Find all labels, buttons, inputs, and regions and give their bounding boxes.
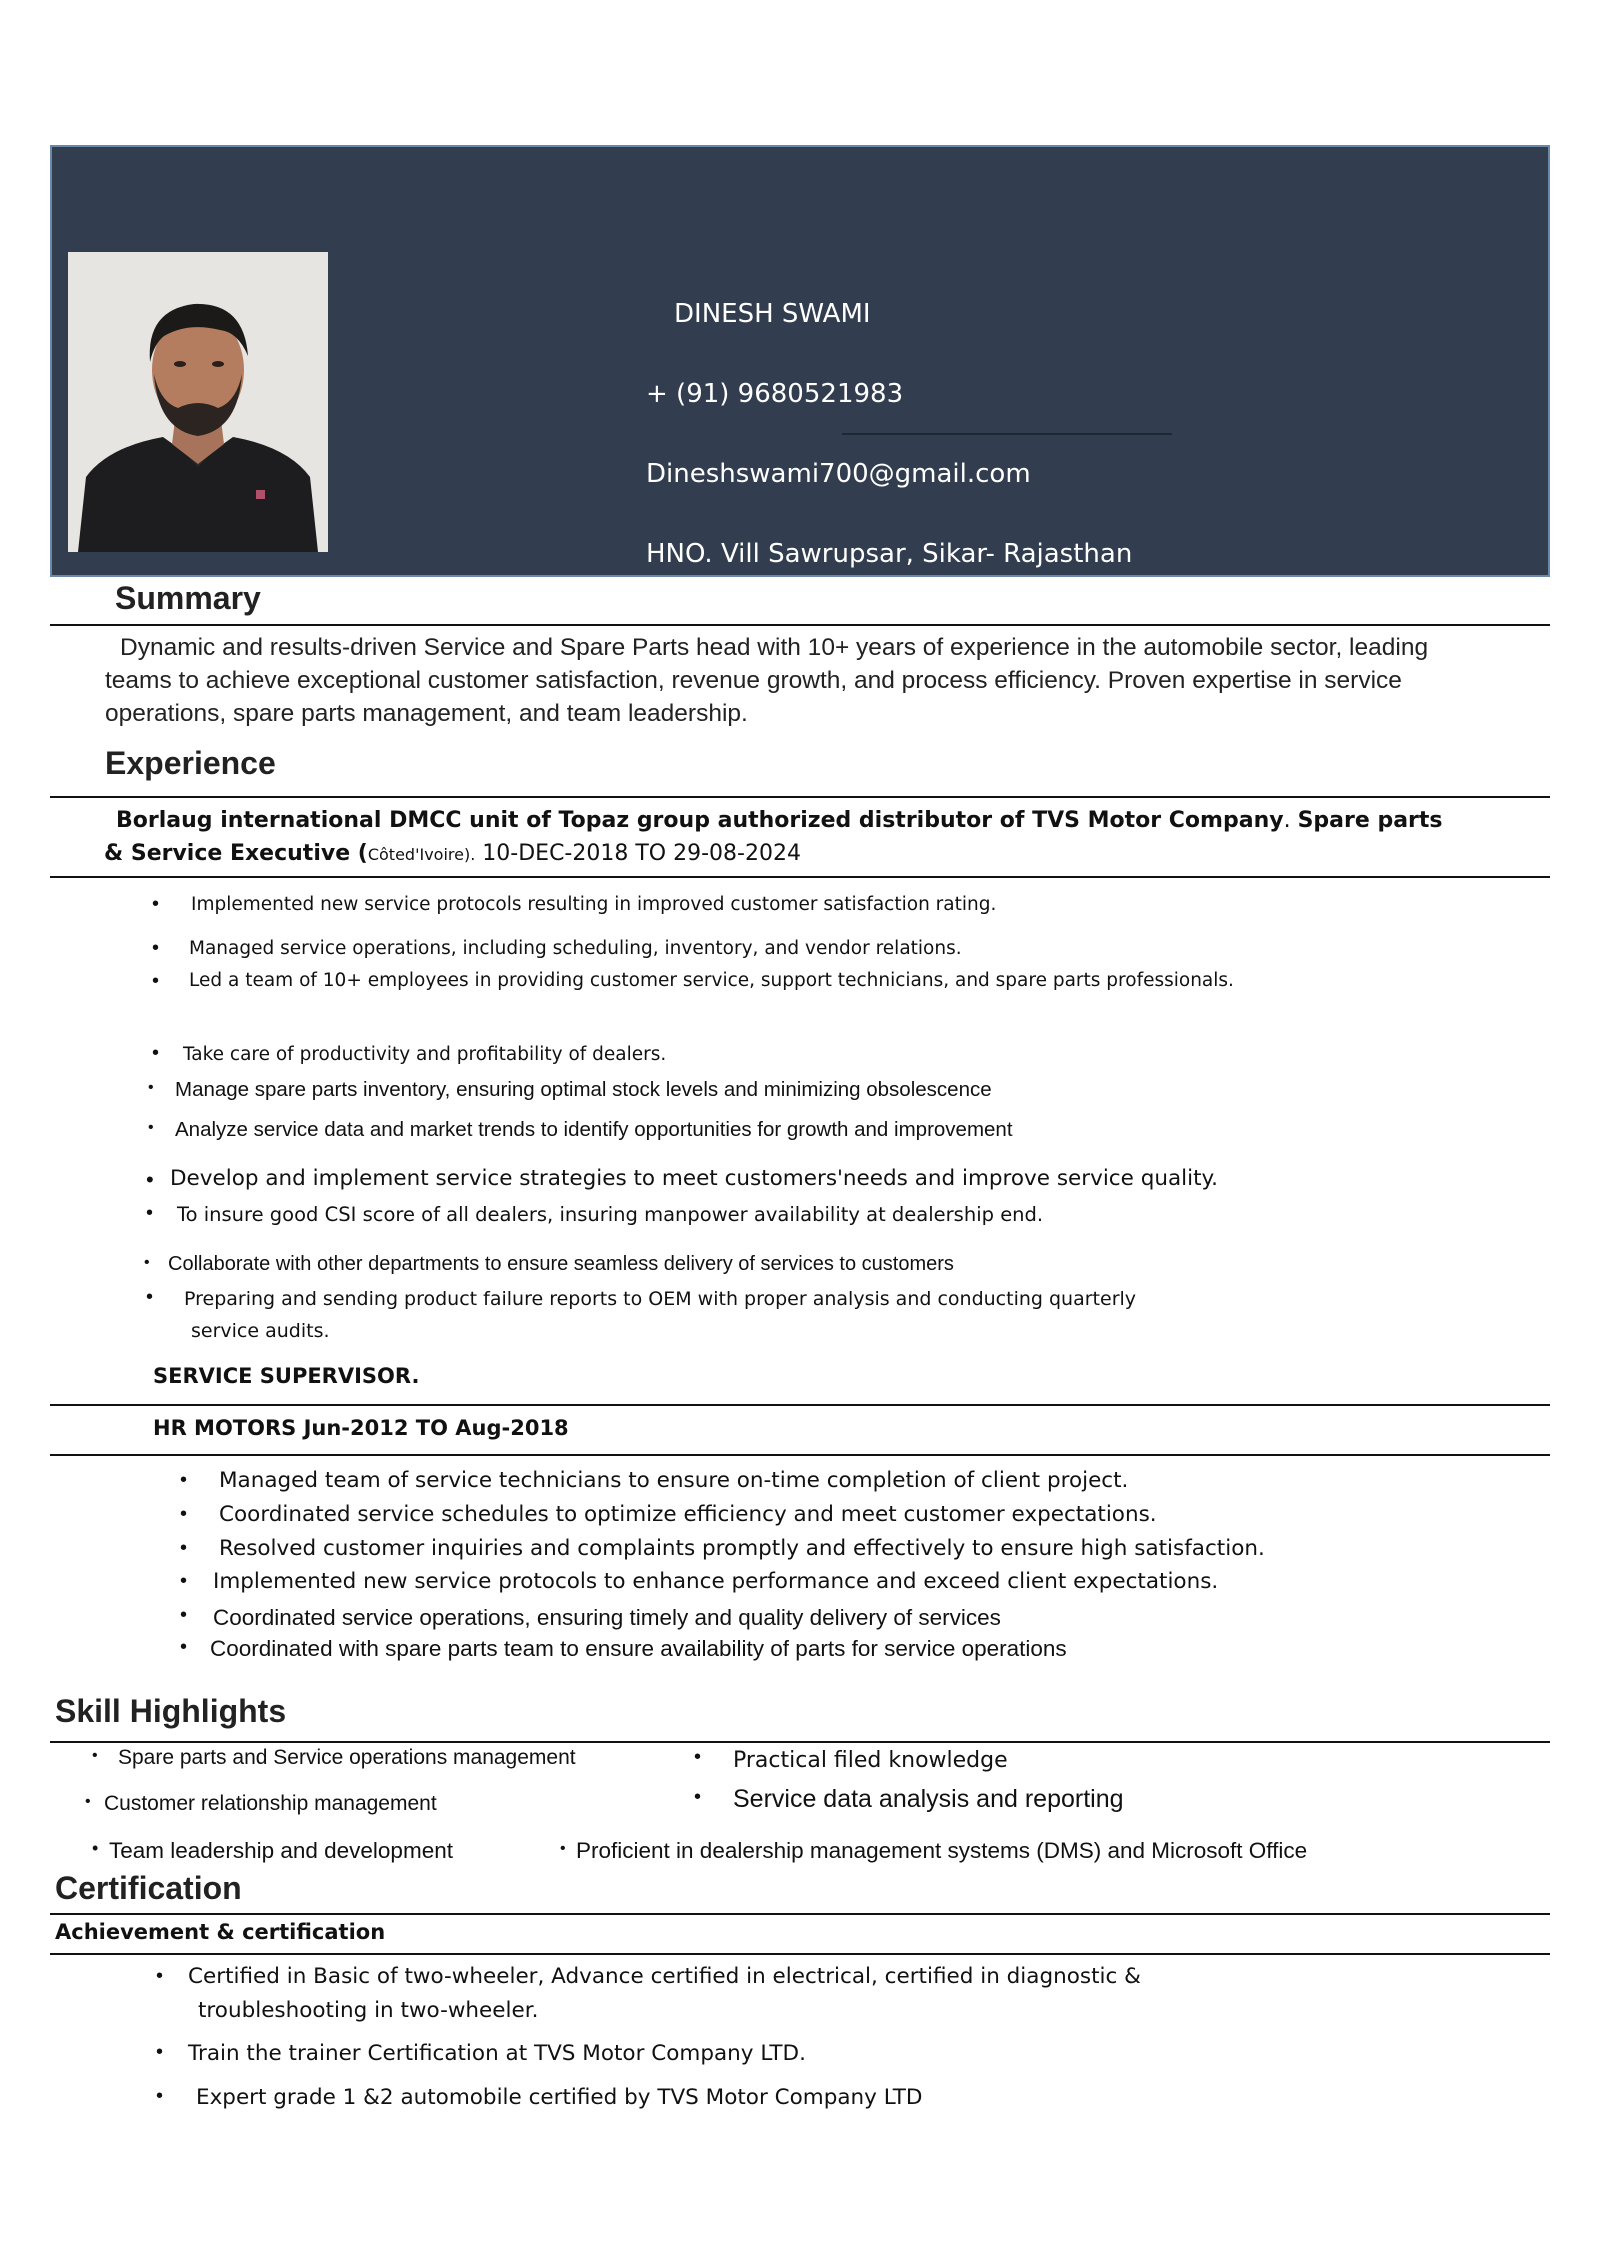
- skill-item-4: Service data analysis and reporting: [733, 1785, 1124, 1813]
- job1-bullet-8: To insure good CSI score of all dealers, insuring manpower availability at dealership end.: [177, 1203, 1044, 1226]
- bullet-dot: •: [180, 1636, 188, 1658]
- job1-bullet-3: Led a team of 10+ employees in providing customer service, support technicians, and spare parts professionals.: [189, 970, 1234, 991]
- job2-bullet-5: Coordinated service operations, ensuring timely and quality delivery of services: [213, 1605, 1001, 1630]
- experience-heading: Experience: [105, 745, 276, 781]
- cert-item-1: Certified in Basic of two-wheeler, Advance certified in electrical, certified in diagnostic &: [188, 1964, 1141, 1989]
- job1-location: Côted'Ivoire).: [367, 845, 476, 864]
- summary-rule: [50, 624, 1550, 626]
- job1-company: Borlaug international DMCC unit of Topaz group authorized distributor of TVS Motor Company: [116, 808, 1284, 833]
- bullet-dot: •: [146, 1167, 154, 1192]
- header-divider: [842, 433, 1172, 435]
- job2-role: SERVICE SUPERVISOR.: [153, 1364, 420, 1388]
- job2-company: HR MOTORS Jun-2012 TO Aug-2018: [153, 1416, 569, 1440]
- certification-subtitle: Achievement & certification: [55, 1920, 386, 1944]
- bullet-dot: •: [180, 1604, 188, 1626]
- job1-bullet-6: Analyze service data and market trends to identify opportunities for growth and improvement: [175, 1118, 1013, 1141]
- summary-heading: Summary: [115, 580, 261, 616]
- job1-bullet-10-cont: service audits.: [191, 1320, 330, 1342]
- home-address: HNO. Vill Sawrupsar, Sikar- Rajasthan: [646, 539, 1133, 569]
- job2-bullet-1: Managed team of service technicians to ensure on-time completion of client project.: [219, 1468, 1129, 1493]
- bullet-dot: •: [180, 1469, 188, 1491]
- cert-item-1-cont: troubleshooting in two-wheeler.: [198, 1998, 539, 2023]
- job1-bullet-5: Manage spare parts inventory, ensuring optimal stock levels and minimizing obsolescence: [175, 1078, 992, 1101]
- job1-bullet-10: Preparing and sending product failure reports to OEM with proper analysis and conducting quarterly: [184, 1288, 1137, 1310]
- certification-heading: Certification: [55, 1870, 242, 1906]
- email-address[interactable]: Dineshswami700@gmail.com: [646, 459, 1031, 489]
- experience-rule: [50, 796, 1550, 798]
- candidate-name: DINESH SWAMI: [674, 299, 871, 329]
- bullet-dot: •: [560, 1840, 566, 1857]
- bullet-dot: •: [694, 1786, 702, 1808]
- certification-rule-top: [50, 1913, 1550, 1915]
- bullet-dot: •: [152, 937, 160, 959]
- skills-rule: [50, 1741, 1550, 1743]
- bullet-dot: •: [144, 1254, 150, 1271]
- job1-bullet-2: Managed service operations, including scheduling, inventory, and vendor relations.: [189, 938, 962, 959]
- job1-bullet-9: Collaborate with other departments to ensure seamless delivery of services to customers: [168, 1253, 954, 1275]
- job1-role-part2: & Service Executive (: [104, 841, 368, 866]
- job2-rule-bottom: [50, 1454, 1550, 1456]
- summary-line-3: operations, spare parts management, and team leadership.: [105, 700, 748, 727]
- job2-rule-top: [50, 1404, 1550, 1406]
- bullet-dot: •: [146, 1286, 154, 1308]
- skill-item-6: Proficient in dealership management systems (DMS) and Microsoft Office: [576, 1838, 1308, 1863]
- bullet-dot: •: [85, 1793, 91, 1810]
- bullet-dot: •: [180, 1503, 188, 1525]
- job1-role-line: [104, 841, 801, 866]
- job1-role-part1: Spare parts: [1297, 808, 1443, 833]
- summary-line-2: teams to achieve exceptional customer satisfaction, revenue growth, and process efficiency. Proven expertise in service: [105, 667, 1402, 694]
- job1-bullet-1: Implemented new service protocols resulting in improved customer satisfaction rating.: [191, 894, 997, 915]
- bullet-dot: •: [148, 1079, 154, 1096]
- job1-rule: [50, 876, 1550, 878]
- profile-photo: [68, 252, 328, 552]
- bullet-dot: •: [152, 970, 160, 992]
- bullet-dot: •: [180, 1570, 188, 1592]
- summary-line-1: Dynamic and results-driven Service and Spare Parts head with 10+ years of experience in the automobile sector, leading: [120, 634, 1429, 661]
- phone-number: + (91) 9680521983: [646, 379, 904, 409]
- job1-bullet-7: Develop and implement service strategies to meet customers'needs and improve service quality.: [170, 1166, 1219, 1191]
- bullet-dot: •: [152, 893, 160, 915]
- job1-company-line: [116, 808, 1443, 833]
- cert-item-3: Expert grade 1 &2 automobile certified by TVS Motor Company LTD: [196, 2085, 923, 2110]
- skill-item-3: Customer relationship management: [104, 1792, 437, 1815]
- skill-item-5: Team leadership and development: [109, 1838, 453, 1863]
- certification-rule-bottom: [50, 1953, 1550, 1955]
- job2-bullet-3: Resolved customer inquiries and complaints promptly and effectively to ensure high satisfaction.: [219, 1536, 1265, 1561]
- bullet-dot: •: [148, 1119, 154, 1136]
- bullet-dot: •: [180, 1537, 188, 1559]
- cert-item-2: Train the trainer Certification at TVS Motor Company LTD.: [188, 2041, 806, 2066]
- job1-company-sep: .: [1283, 808, 1298, 833]
- skills-heading: Skill Highlights: [55, 1693, 287, 1729]
- bullet-dot: •: [92, 1838, 99, 1858]
- job2-bullet-4: Implemented new service protocols to enhance performance and exceed client expectations.: [213, 1569, 1219, 1594]
- bullet-dot: •: [92, 1747, 98, 1764]
- job2-bullet-6: Coordinated with spare parts team to ensure availability of parts for service operations: [210, 1636, 1067, 1661]
- skill-item-1: Spare parts and Service operations management: [118, 1746, 576, 1769]
- bullet-dot: •: [152, 1042, 160, 1064]
- bullet-dot: •: [146, 1202, 154, 1224]
- bullet-dot: •: [694, 1746, 702, 1768]
- job1-bullet-4: Take care of productivity and profitability of dealers.: [183, 1044, 667, 1065]
- bullet-dot: •: [156, 2085, 164, 2107]
- skill-item-2: Practical filed knowledge: [733, 1748, 1008, 1773]
- job1-dates: 10-DEC-2018 TO 29-08-2024: [482, 841, 801, 866]
- bullet-dot: •: [156, 1965, 164, 1987]
- bullet-dot: •: [156, 2041, 164, 2063]
- job2-bullet-2: Coordinated service schedules to optimize efficiency and meet customer expectations.: [219, 1502, 1157, 1527]
